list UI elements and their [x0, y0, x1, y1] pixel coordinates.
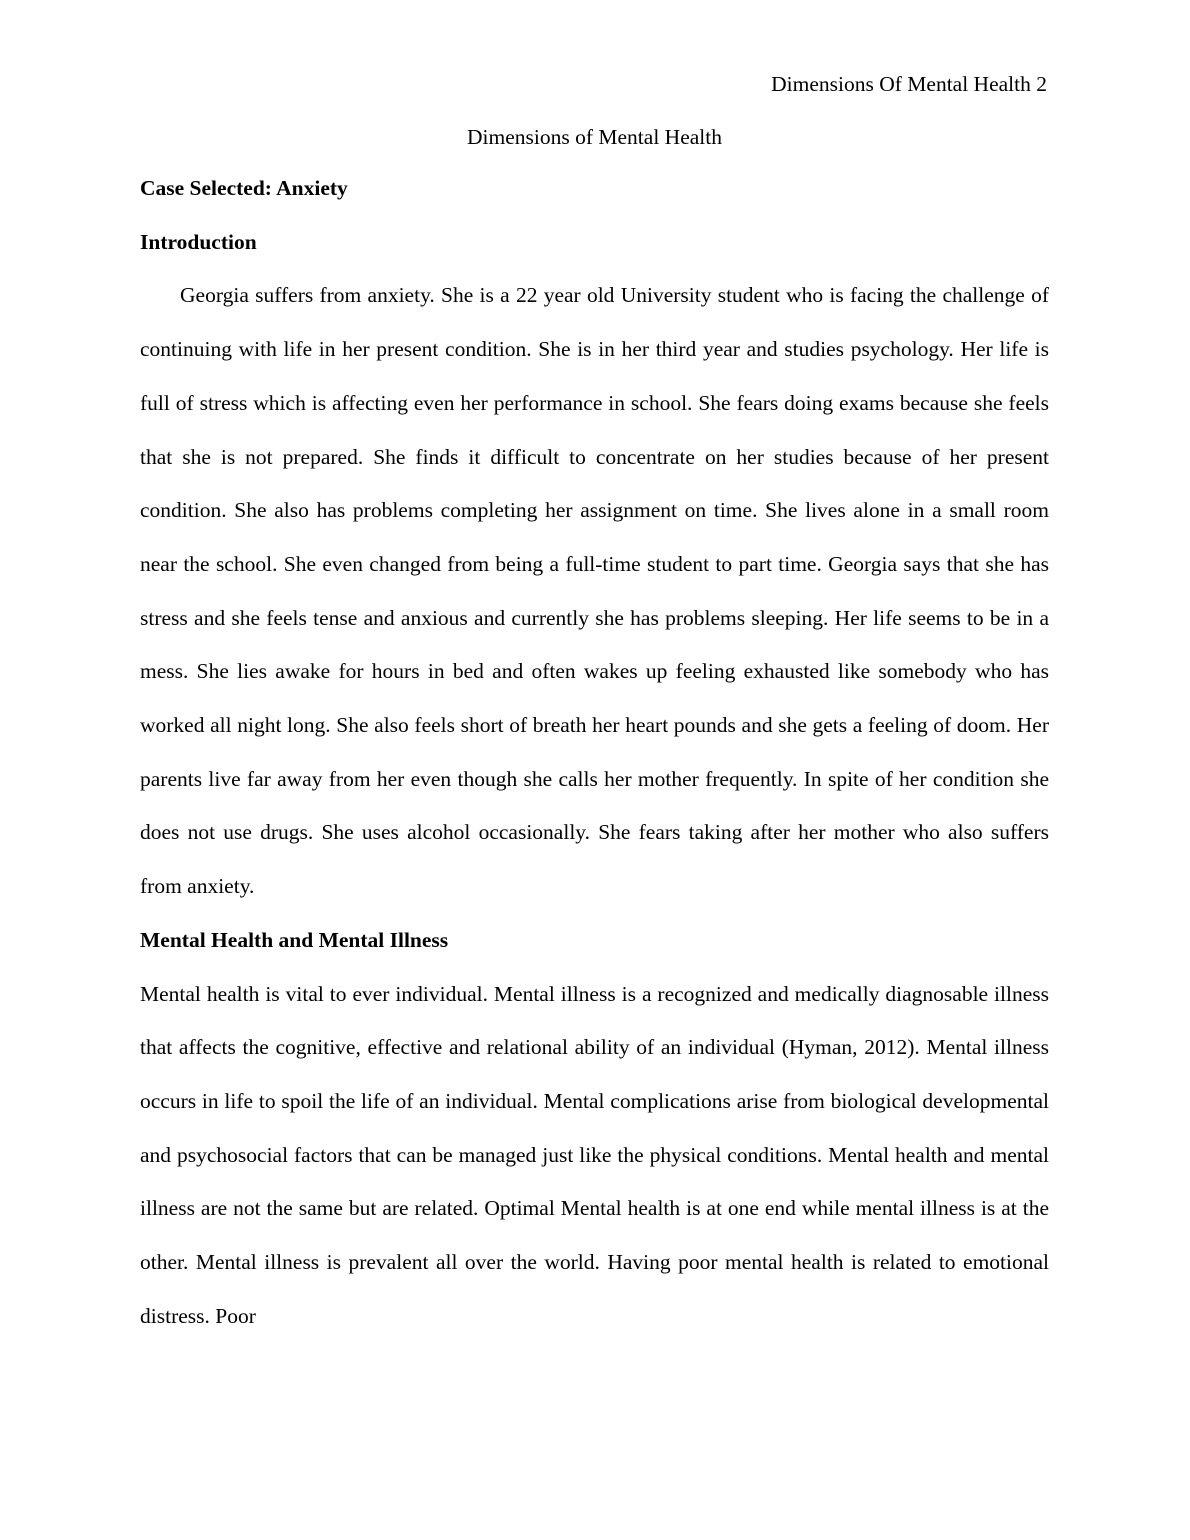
document-title: Dimensions of Mental Health: [467, 125, 722, 149]
case-heading: Case Selected: Anxiety: [140, 176, 348, 200]
mental-health-heading: Mental Health and Mental Illness: [140, 927, 449, 952]
introduction-heading: Introduction: [140, 229, 257, 254]
mental-health-paragraph: Mental health is vital to ever individual. Mental illness is a recognized and medically diagnosable illness that affects the cognitive, effective and relational ability of an individual (Hyman, 2012). Mental illness occurs in life to spoil the life of an individual. Mental complications arise from biological developmental and psychosocial factors that can be managed just like the physical conditions. Mental health and mental illness are not the same but are related. Optimal Mental health is at one end while mental illness is at the other. Mental illness is prevalent all over the world. Having poor mental health is related to emotional distress. Poor: [140, 981, 1049, 1328]
introduction-paragraph: Georgia suffers from anxiety. She is a 22 year old University student who is facing the challenge of continuing with life in her present condition. She is in her third year and studies psychology. Her life is full of stress which is affecting even her performance in school. She fears doing exams because she feels that she is not prepared. She finds it difficult to concentrate on her studies because of her present condition. She also has problems completing her assignment on time. She lives alone in a small room near the school. She even changed from being a full-time student to part time. Georgia says that she has stress and she feels tense and anxious and currently she has problems sleeping. Her life seems to be in a mess. She lies awake for hours in bed and often wakes up feeling exhausted like somebody who has worked all night long. She also feels short of breath her heart pounds and she gets a feeling of doom. Her parents live far away from her even though she calls her mother frequently. In spite of her condition she does not use drugs. She uses alcohol occasionally. She fears taking after her mother who also suffers from anxiety.: [140, 283, 1049, 899]
running-head: Dimensions Of Mental Health 2: [771, 72, 1047, 96]
document-body: [140, 120, 1049, 1343]
